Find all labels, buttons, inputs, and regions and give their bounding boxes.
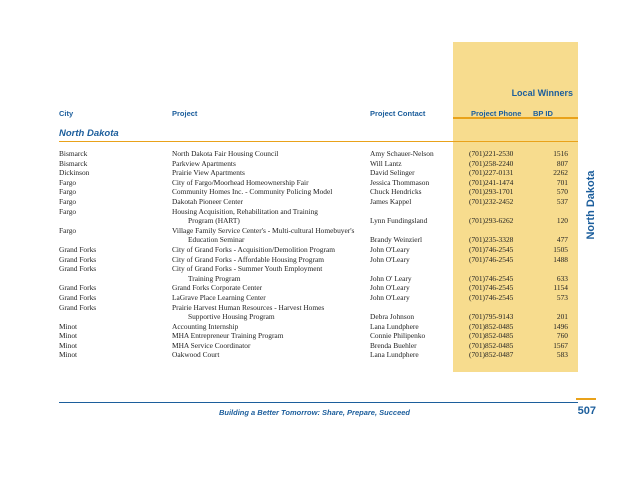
cell-phone: (701)232-2452	[469, 196, 514, 206]
cell-contact: Will Lantz	[370, 158, 402, 168]
cell-bpid: 1567	[553, 340, 568, 350]
table-row	[0, 274, 638, 284]
cell-phone: (701)293-6262	[469, 216, 514, 226]
cell-contact: Lynn Fundingsland	[370, 216, 428, 226]
cell-phone: (701)235-3328	[469, 235, 514, 245]
cell-phone: (701)852-0485	[469, 321, 514, 331]
column-header-bpid: BP ID	[533, 109, 553, 118]
cell-bpid: 760	[556, 331, 568, 341]
cell-bpid: 1516	[553, 149, 568, 158]
cell-contact: John O'Leary	[370, 244, 410, 254]
cell-contact: Debra Johnson	[370, 312, 415, 322]
cell-project: Oakwood Court	[172, 350, 220, 360]
cell-bpid: 537	[556, 196, 568, 206]
table-row	[0, 255, 638, 265]
cell-project: Education Seminar	[188, 235, 245, 245]
cell-project: Accounting Internship	[172, 321, 239, 331]
table-row	[0, 341, 638, 351]
cell-city: Fargo	[59, 225, 77, 235]
table-row	[0, 187, 638, 197]
table-row	[0, 159, 638, 169]
table-row	[0, 207, 638, 217]
cell-contact: James Kappel	[370, 196, 412, 206]
cell-contact: Lana Lundphere	[370, 350, 419, 360]
section-rule	[59, 141, 578, 142]
cell-bpid: 1505	[553, 244, 568, 254]
page-number: 507	[577, 405, 596, 417]
cell-contact: Brenda Buehler	[370, 340, 417, 350]
cell-bpid: 573	[556, 292, 568, 302]
table-row	[0, 264, 638, 274]
table-row	[0, 149, 638, 159]
cell-phone: (701)258-2240	[469, 158, 514, 168]
cell-phone: (701)227-0131	[469, 168, 514, 178]
column-header-contact: Project Contact	[370, 109, 426, 118]
cell-project: Village Family Service Center's - Multi-cultural Homebuyer's	[172, 225, 355, 235]
cell-bpid: 120	[556, 216, 568, 226]
cell-project: Supportive Housing Program	[188, 312, 275, 322]
cell-contact: John O'Leary	[370, 254, 410, 264]
cell-city: Fargo	[59, 206, 77, 216]
cell-bpid: 1496	[553, 321, 568, 331]
cell-phone: (701)852-0485	[469, 340, 514, 350]
cell-city: Minot	[59, 321, 78, 331]
table-row	[0, 293, 638, 303]
cell-phone: (701)746-2545	[469, 244, 514, 254]
cell-bpid: 570	[556, 187, 568, 197]
footer-rule	[59, 402, 578, 403]
cell-project: Parkview Apartments	[172, 158, 236, 168]
cell-contact: Jessica Thommason	[370, 177, 430, 187]
cell-project: Training Program	[188, 273, 241, 283]
cell-city: Fargo	[59, 177, 77, 187]
cell-city: Bismarck	[59, 158, 88, 168]
cell-bpid: 201	[556, 312, 568, 322]
cell-project: Program (HART)	[188, 216, 240, 226]
table-row	[0, 178, 638, 188]
cell-project: MHA Service Coordinator	[172, 340, 251, 350]
column-header-project: Project	[172, 109, 198, 118]
cell-phone: (701)852-0487	[469, 350, 514, 360]
cell-project: City of Grand Forks - Acquisition/Demolition Program	[172, 244, 335, 254]
cell-phone: (701)795-9143	[469, 312, 514, 322]
table-row	[0, 235, 638, 245]
cell-bpid: 701	[556, 177, 568, 187]
cell-project: City of Fargo/Moorhead Homeownership Fair	[172, 177, 309, 187]
table-row	[0, 216, 638, 226]
footer-accent	[576, 398, 596, 400]
cell-city: Bismarck	[59, 149, 88, 158]
cell-city: Minot	[59, 350, 78, 360]
cell-project: Prairie View Apartments	[172, 168, 245, 178]
cell-city: Grand Forks	[59, 302, 97, 312]
cell-contact: John O' Leary	[370, 273, 412, 283]
table-row	[0, 168, 638, 178]
footer-tagline: Building a Better Tomorrow: Share, Prepare, Succeed	[218, 408, 410, 417]
table-row	[0, 331, 638, 341]
cell-bpid: 807	[556, 158, 568, 168]
table-row	[0, 245, 638, 255]
cell-bpid: 583	[556, 350, 568, 360]
cell-city: Minot	[59, 340, 78, 350]
cell-city: Grand Forks	[59, 264, 97, 274]
column-header-city: City	[59, 109, 74, 118]
cell-project: LaGrave Place Learning Center	[172, 292, 266, 302]
cell-project: City of Grand Forks - Summer Youth Employment	[172, 264, 323, 274]
cell-phone: (701)746-2545	[469, 254, 514, 264]
cell-bpid: 477	[556, 235, 568, 245]
cell-city: Grand Forks	[59, 254, 97, 264]
cell-bpid: 1154	[553, 283, 568, 293]
cell-phone: (701)746-2545	[469, 292, 514, 302]
section-heading: North Dakota	[59, 128, 119, 139]
column-header-phone: Project Phone	[471, 109, 522, 118]
cell-project: City of Grand Forks - Affordable Housing Program	[172, 254, 324, 264]
cell-project: Community Homes Inc. - Community Policing Model	[172, 187, 333, 197]
cell-city: Dickinson	[59, 168, 90, 178]
cell-contact: Brandy Weinzierl	[370, 235, 423, 245]
cell-city: Grand Forks	[59, 244, 97, 254]
table-row	[0, 197, 638, 207]
cell-project: Dakotah Pioneer Center	[172, 196, 244, 206]
cell-city: Grand Forks	[59, 283, 97, 293]
cell-project: Housing Acquisition, Rehabilitation and Training	[172, 206, 318, 216]
cell-phone: (701)241-1474	[469, 177, 514, 187]
page-title: Local Winners	[511, 88, 573, 98]
cell-phone: (701)852-0485	[469, 331, 514, 341]
side-tab-label: North Dakota	[585, 170, 597, 240]
cell-bpid: 633	[556, 273, 568, 283]
cell-contact: Lana Lundphere	[370, 321, 419, 331]
cell-phone: (701)293-1701	[469, 187, 514, 197]
cell-contact: Chuck Hendricks	[370, 187, 422, 197]
cell-city: Grand Forks	[59, 292, 97, 302]
cell-bpid: 1488	[553, 254, 568, 264]
table-row	[0, 283, 638, 293]
cell-project: Prairie Harvest Human Resources - Harvest Homes	[172, 302, 325, 312]
cell-city: Fargo	[59, 187, 77, 197]
cell-city: Fargo	[59, 196, 77, 206]
cell-city: Minot	[59, 331, 78, 341]
cell-contact: David Selinger	[370, 168, 415, 178]
cell-project: North Dakota Fair Housing Council	[172, 149, 279, 158]
table-row	[0, 226, 638, 236]
table-row	[0, 303, 638, 313]
cell-phone: (701)221-2530	[469, 149, 514, 158]
cell-contact: John O'Leary	[370, 292, 410, 302]
cell-project: Grand Forks Corporate Center	[172, 283, 263, 293]
cell-contact: Amy Schauer-Nelson	[370, 149, 434, 158]
table-row	[0, 350, 638, 360]
cell-contact: Connie Philipenko	[370, 331, 426, 341]
cell-project: MHA Entrepreneur Training Program	[172, 331, 284, 341]
table-body	[0, 149, 638, 360]
cell-contact: John O'Leary	[370, 283, 410, 293]
cell-phone: (701)746-2545	[469, 273, 514, 283]
table-row	[0, 322, 638, 332]
cell-bpid: 2262	[553, 168, 568, 178]
cell-phone: (701)746-2545	[469, 283, 514, 293]
table-row	[0, 312, 638, 322]
